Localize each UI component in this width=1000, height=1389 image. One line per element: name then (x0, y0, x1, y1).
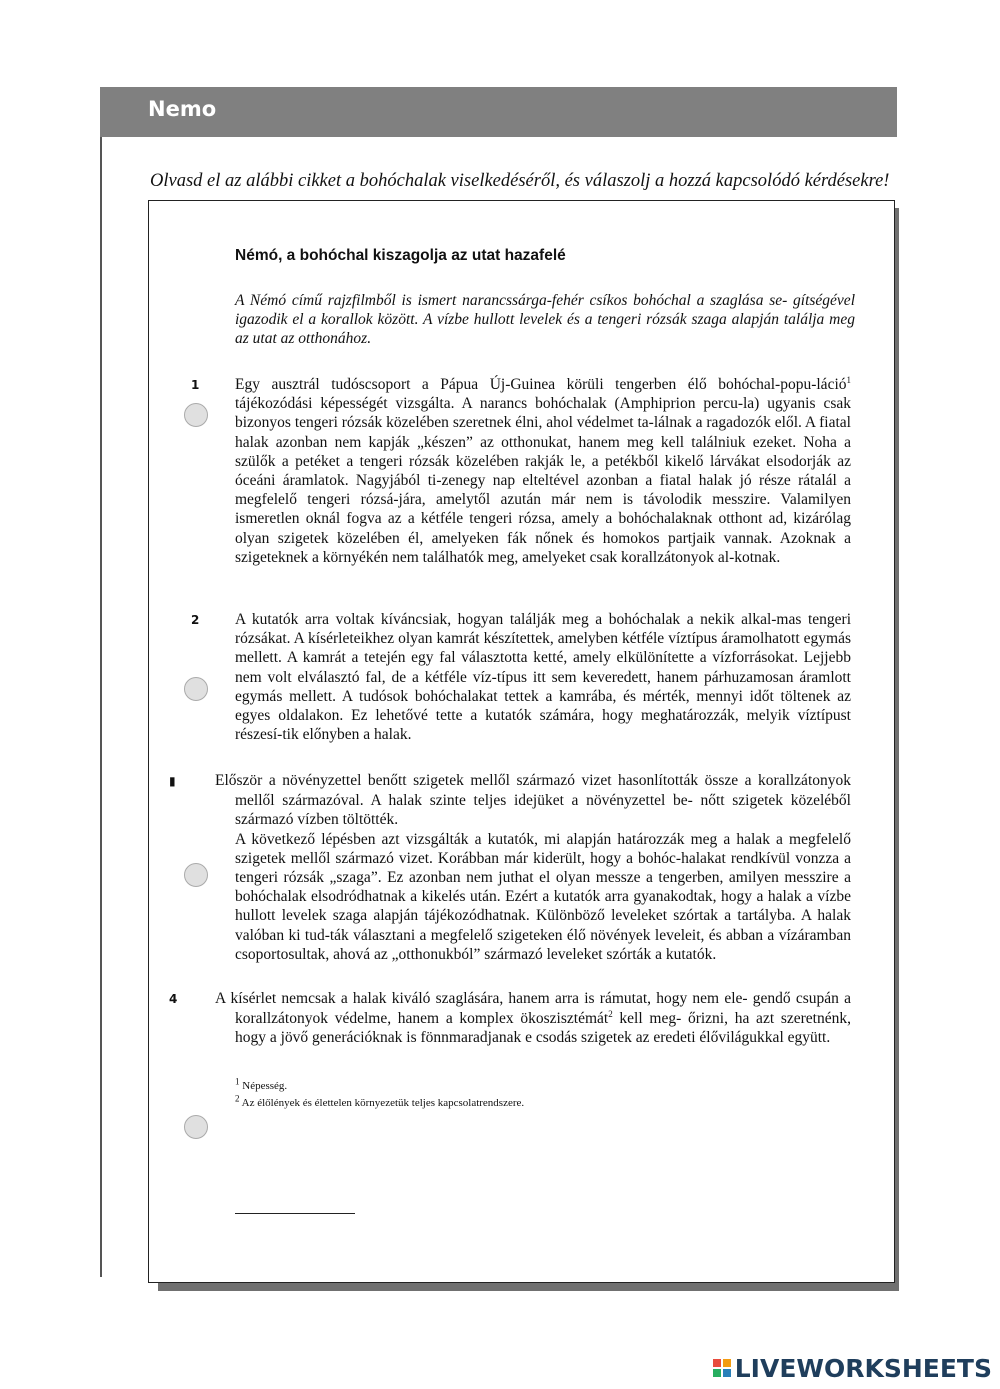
article-frame (148, 200, 895, 1283)
footnote-2: $^2$ Az élőlények és élettelen környezetük teljes kapcsolatrendszere. (235, 1093, 525, 1109)
logo-text: LIVEWORKSHEETS (734, 1353, 992, 1383)
paragraph-1 (235, 375, 851, 567)
footnote-ref-2: 2 (608, 1009, 613, 1020)
answer-circle-1[interactable] (184, 403, 208, 427)
answer-circle-4[interactable] (184, 1115, 208, 1139)
liveworksheets-logo (713, 1353, 992, 1383)
footnote-ref-1: 1 (846, 374, 851, 385)
article-lead: A Némó című rajzfilmből is ismert narancssárga-fehér csíkos bohóchal a szaglása se- gítségével igazodik el a korallok között. A vízbe hullott levelek és a tengeri rózsák szaga alapján találja meg az utat az otthonához. (235, 292, 855, 347)
logo-mark-icon (713, 1359, 731, 1377)
paragraph-number-4: 4 (169, 992, 178, 1006)
paragraph-number-3: ▮ (169, 774, 176, 788)
paragraph-3-text-a: Először a növényzettel benőtt szigetek mellől származó vizet hasonlították össze a korallzátonyok mellől származóval. A halak szinte teljes idejüket a növényzettel be- nőtt szigetek közeléből származó vízben töltötték. (215, 772, 851, 829)
article-title: Némó, a bohóchal kiszagolja az utat hazafelé (235, 247, 566, 264)
paragraph-2: A kutatók arra voltak kíváncsiak, hogyan találják meg a bohóchalak a nekik alkal-mas tengeri rózsákat. A kísérleteikhez olyan kamrát készítettek, amelyben kétféle víztípus áramolhatott egymás mellett. A kamrát a tetején egy fal választotta ketté, amely elkülönítette a vízforrásokat. Lejjebb nem volt elválasztó fal, de a kétféle víz-típus itt sem keveredett, hanem párhuzamosan áramlott egymás mellett. A tudósok bohóchalakat tettek a kamrába, és mérték, mennyi időt töltenek az egyes oldalakon. Ez lehetővé tette a kutatók számára, hogy meghatározzák, melyik víztípust részesí-tik előnyben a halak. (235, 611, 851, 744)
paragraph-3 (169, 771, 851, 964)
footnotes (235, 1078, 524, 1112)
paragraph-number-2: 2 (191, 613, 200, 627)
paragraph-1-text-a: Egy ausztrál tudóscsoport a Pápua Új-Guinea körüli tengerben élő bohóchal-popu-láció (235, 376, 847, 393)
task-instruction: Olvasd el az alábbi cikket a bohóchalak viselkedéséről, és válaszolj a hozzá kapcsolódó kérdésekre! (150, 171, 890, 191)
answer-circle-2[interactable] (184, 677, 208, 701)
paragraph-4 (169, 989, 851, 1048)
paragraph-1-text-b: tájékozódási képességét vizsgálta. A narancs bohóchalak (Amphiprion percu-la) ugyanis csak bizonyos tengeri rózsák közelében szeretnek élni, ahol védelmet ta-lálnak a ragadozók elől. A fiatal halak azonban nem kapják „készen” az otthonukat, hanem meg kell találniuk ezeket. Noha a szülők a petéket a tengeri rózsák közelében rakják le, a petékből kikelő lárvákat elsodorják az óceáni áramlatok. Nagyjából ti-zenegy nap elteltével azonban a fiatal halak jó része rátalál a megfelelő tengeri rózsá-jára, amelytől azután már nem is távolodik messzire. Valamilyen ismeretlen oknál fogva az a kétféle tengeri rózsa, amely a bohóchalaknak otthont ad, kizárólag olyan szigetek közelében él, amelyeken fák nőnek és homokos partjaik vannak. Azoknak a szigeteknek a környékén nem találhatók meg, amelyeket csak korallzátonyok al-kotnak. (235, 395, 851, 566)
section-header (100, 87, 897, 137)
section-title: Nemo (148, 97, 217, 121)
footnote-1: $^1$ Népesség. (235, 1076, 288, 1092)
paragraph-4-text-a: A kísérlet nemcsak a halak kiváló szaglására, hanem arra is rámutat, hogy nem ele- gendő csupán a korallzátonyok védelme, hanem a komplex ökoszisztémát (215, 990, 851, 1028)
paragraph-number-1: 1 (191, 378, 200, 392)
paragraph-3-text-b: A következő lépésben azt vizsgálták a kutatók, mi alapján határozzák meg a halak a megfelelő szigetek mellől származó vizet. Korábban már kiderült, hogy a bohóc-halakat rendkívül vonzza a tengeri rózsák „szaga”. Ez azonban nem juthat el olyan messze a tengerben, amilyen messzire a bohóchalak elsodródhatnak a kikelés után. Ezért a kutatók arra gyanakodtak, hogy a halak a vízbe hullott levelek szaga alapján tájékozódhatnak. Különböző leveleket szórtak a tartályba. A halak valóban ki tud-ták választani a megfelelő szigeteken élő növények leveleit, és abban a vízáramban csoportosultak, ahová az „otthonukból” származó leveleket szórták a kutatók. (235, 830, 851, 963)
blank-line (235, 1213, 355, 1214)
paragraph-4-text-b: kell meg- őrizni, ha azt szeretnénk, hogy a jövő generációknak is fönnmaradjanak e csodás szigetek az eredeti élővilágukkal együtt. (235, 1010, 851, 1047)
left-margin-rule (100, 137, 102, 1277)
